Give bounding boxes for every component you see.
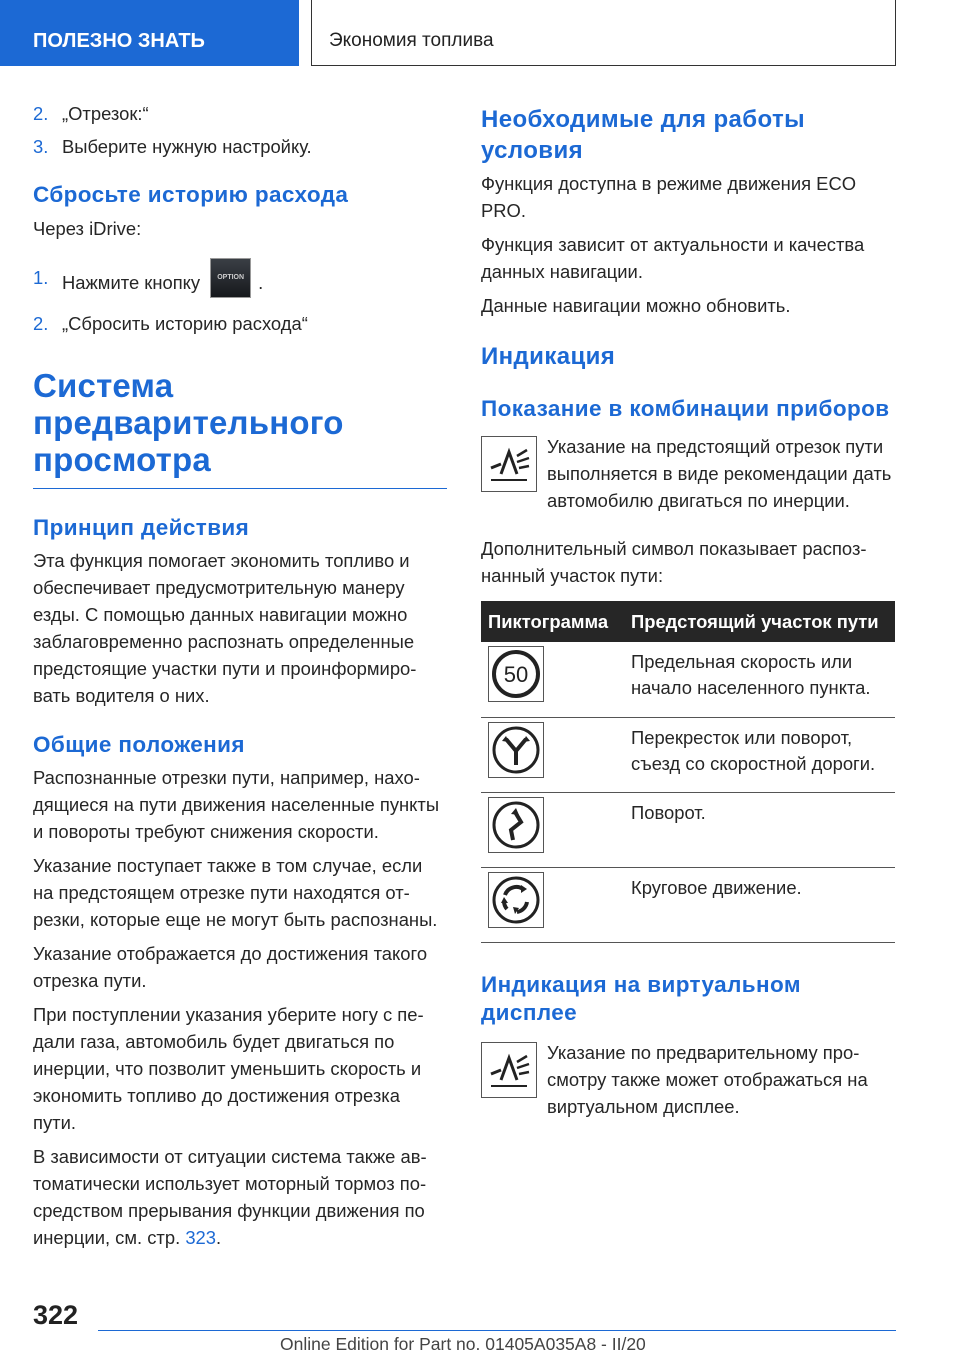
requirements-paragraph: Функция зависит от актуальности и качества данных навигации. <box>481 234 865 282</box>
step-number: 3. <box>33 136 49 157</box>
heading-rule <box>33 488 447 489</box>
hud-block <box>481 1039 895 1127</box>
step-item <box>33 310 447 337</box>
chapter-title: Экономия топлива <box>311 0 896 66</box>
section-heading: Система предварительного просмотра <box>33 367 344 478</box>
table-header-row <box>481 601 895 642</box>
step-text: „Сбросить историю расхода“ <box>62 313 308 334</box>
coasting-foot-icon <box>481 1042 537 1098</box>
general-paragraph: Указание отображается до достижения такого отрезка пути. <box>33 943 428 991</box>
footer-rule <box>98 1330 896 1331</box>
table-cell: Предельная скорость или начало населенного пункта. <box>624 642 895 717</box>
general-paragraph-text: В зависимости от ситуации система также автоматически использует моторный тормоз посредством прерывания функции движения по инерции, см. стр. <box>33 1146 427 1248</box>
general-paragraph: Распознанные отрезки пути, например, находящиеся на пути движения населенные пункты и повороты требуют снижения скорости. <box>33 767 440 842</box>
general-paragraph: Указание поступает также в том случае, если на предстоящем отрезке пути находятся отрезки, которые еще не могут быть распознаны. <box>33 855 438 930</box>
general-paragraph-end: . <box>216 1227 222 1248</box>
hud-heading: Индикация на виртуальном дисплее <box>481 971 801 1025</box>
step-number: 2. <box>33 313 49 334</box>
page-number: 322 <box>33 1300 79 1330</box>
requirements-paragraph: Функция доступна в режиме движения ECO PRO. <box>481 173 857 221</box>
reset-history-heading: Сбросьте историю расхода <box>33 182 349 207</box>
cluster-heading: Показание в комбинации приборов <box>481 396 890 421</box>
general-paragraph: При поступлении указания уберите ногу с педали газа, автомобиль будет двигаться по инерции, что позволит уменьшить скорость и экономить топливо до достижения отрезка пути. <box>33 1004 424 1133</box>
cluster-block <box>481 433 895 521</box>
steps-list-top <box>33 100 447 160</box>
junction-icon <box>488 722 544 778</box>
principle-heading: Принцип действия <box>33 515 250 540</box>
table-row <box>481 792 895 867</box>
table-cell: Круговое движение. <box>624 867 895 942</box>
step-item <box>33 133 447 160</box>
roundabout-icon <box>488 872 544 928</box>
hud-text: Указание по предварительному просмотру также может отображаться на виртуальном дисплее. <box>547 1041 868 1117</box>
extra-symbol-text: Дополнительный символ показывает распознанный участок пути: <box>481 538 867 586</box>
general-paragraph <box>33 1143 447 1251</box>
table-row <box>481 867 895 942</box>
step-text: „Отрезок:“ <box>62 103 149 124</box>
table-row <box>481 642 895 717</box>
table-row <box>481 717 895 792</box>
step-number: 2. <box>33 103 49 124</box>
speed-limit-50-icon <box>488 646 544 702</box>
coasting-foot-icon <box>481 436 537 492</box>
option-button-icon: OPTION <box>210 258 251 298</box>
curve-icon <box>488 797 544 853</box>
page-header <box>0 0 960 66</box>
requirements-paragraph: Данные навигации можно обновить. <box>481 295 791 316</box>
step-text: Нажмите кнопку <box>62 271 201 293</box>
pictogram-table <box>481 601 895 943</box>
principle-text: Эта функция помогает экономить топливо и обеспечивает предусмотрительную манеру езды. С помощью данных навигации можно заблаговременно распознать определенные предстоящие участки пути и проинформировать водителя о них. <box>33 550 417 706</box>
reset-steps-list <box>33 264 447 337</box>
step-text-end: . <box>258 271 264 293</box>
left-column <box>33 100 447 1258</box>
step-text: Выберите нужную настройку. <box>62 136 312 157</box>
via-idrive-text: Через iDrive: <box>33 218 142 239</box>
step-item <box>33 264 447 304</box>
column-header: Пиктограмма <box>481 601 624 642</box>
step-number: 1. <box>33 267 49 288</box>
requirements-heading: Необходимые для работы условия <box>481 106 806 164</box>
indication-heading: Индикация <box>481 343 616 370</box>
general-heading: Общие положения <box>33 732 245 757</box>
right-column <box>481 104 895 1127</box>
page-link[interactable]: 323 <box>185 1227 217 1248</box>
step-item <box>33 100 447 127</box>
cluster-text: Указание на предстоящий отрезок пути выполняется в виде рекомендации дать автомобилю двигаться по инерции. <box>547 436 892 511</box>
table-cell: Поворот. <box>624 792 895 867</box>
table-cell: Перекресток или поворот, съезд со скоростной дороги. <box>624 717 895 792</box>
section-tab: ПОЛЕЗНО ЗНАТЬ <box>0 0 299 66</box>
edition-text: Online Edition for Part no. 01405A035A8 - II/20 <box>280 1334 646 1354</box>
column-header: Предстоящий участок пути <box>624 601 895 642</box>
svg-text:50: 50 <box>503 662 529 687</box>
